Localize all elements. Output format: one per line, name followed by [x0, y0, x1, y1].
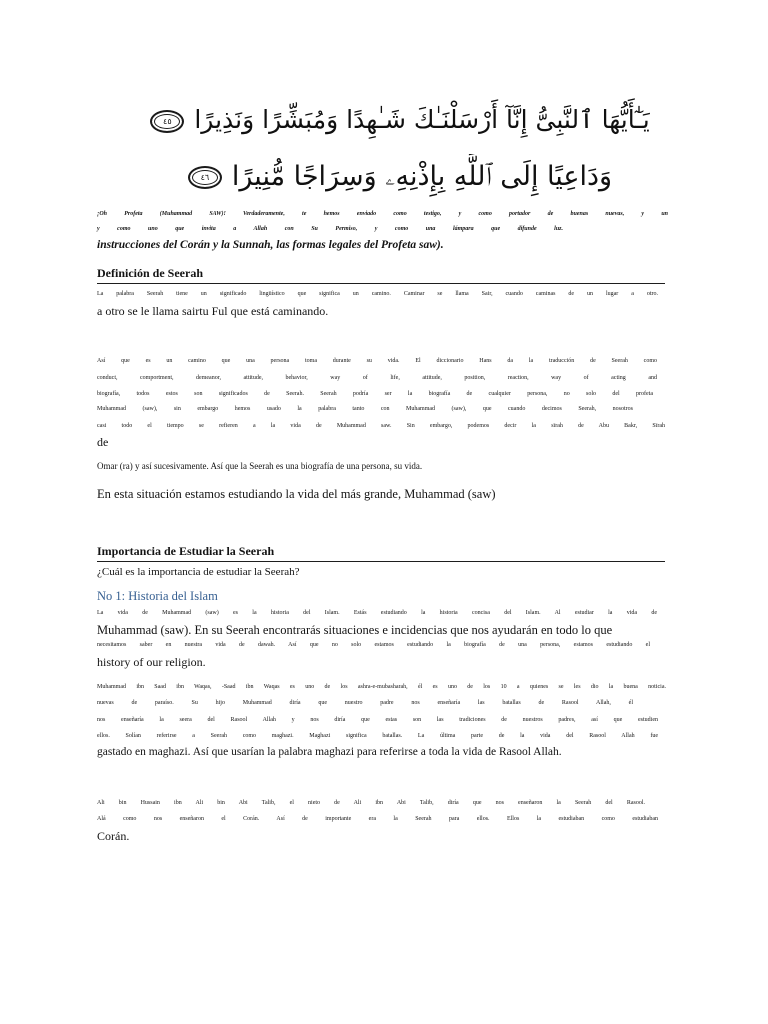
body-text-line: casi todo el tiempo se refieren a la vida de Muhammad saw. Sin embargo, podemos decir la sīrah de Abu Bakr, Sīrah	[97, 423, 665, 429]
body-text-line: necesitamos saber en nuestra vida de dawah. Así que no solo estamos estudiando la biografía de una persona, estamos estudiando el	[97, 642, 650, 648]
body-text-line: nos enseñaría la seera del Rasool Allah y nos diría que estas son las tradiciones de nuestros padres, así que estudien	[97, 717, 658, 723]
body-text-line: biografía, todos estos son significados de Seerah. Seerah podría ser la biografía de cualquier persona, no solo del profeta	[97, 391, 653, 397]
verse-translation-line: y como uno que invita a Allah con Su Permiso, y como una lámpara que difunde luz.	[97, 226, 563, 232]
verse-number-marker	[150, 110, 184, 133]
verse-arabic-text: يَـٰٓأَيُّهَا ٱلنَّبِىُّ إِنَّآ أَرْسَلْنَـٰكَ شَـٰهِدًا وَمُبَشِّرًا وَنَذِيرًا	[194, 105, 650, 134]
section-heading: Importancia de Estudiar la Seerah	[97, 544, 275, 558]
body-text-line: a otro se le llama sairtu Ful que está caminando.	[97, 304, 329, 318]
body-text-line: Muhammad (saw). En su Seerah encontrarás situaciones e incidencias que nos ayudarán en todo lo que	[97, 623, 613, 637]
body-text-line: Alá como nos enseñaron el Corán. Así de importante era la Seerah para ellos. Ellos la estudiaban como estudiaban	[97, 816, 658, 822]
verse-translation-line: instrucciones del Corán y la Sunnah, las formas legales del Profeta saw).	[97, 239, 444, 251]
body-text-line: En esta situación estamos estudiando la vida del más grande, Muhammad (saw)	[97, 487, 496, 501]
quran-verse-line	[150, 97, 650, 143]
body-text-line: Muhammad ibn Saad ibn Waqas, -Saad ibn Waqas es uno de los ashra-e-mubasharah, él es uno de los 10 a quienes se les dio la buena noticia.	[97, 684, 666, 690]
section-heading: Definición de Seerah	[97, 266, 203, 280]
body-text-line: Muhammad (saw), sin embargo hemos usado la palabra tanto con Muhammad (saw), que cuando decimos Seerah, nosotros	[97, 406, 633, 412]
body-text-line: conduct, comportment, demeanor, attitude, behavior, way of life, attitude, position, reaction, way of acting and	[97, 375, 657, 381]
verse-translation-line: ¡Oh Profeta (Muhammad SAW)! Verdaderamente, te hemos enviado como testigo, y como portador de buenas nuevas, y un	[97, 211, 668, 217]
body-text-line: nuevas de paraíso. Su hijo Muhammad diría que nuestro padre nos enseñaría las batallas de Rasool Allah, él	[97, 700, 633, 706]
body-text-line: Omar (ra) y así sucesivamente. Así que la Seerah es una biografía de una persona, su vida.	[97, 461, 423, 471]
body-text-line: gastado en maghazi. Así que usarían la palabra maghazi para referirse a toda la vida de Rasool Allah.	[97, 746, 562, 758]
quran-verse-line	[150, 154, 650, 200]
body-text-line: La palabra Seerah tiene un significado lingüístico que significa un camino. Caminar se llama Sair, cuando caminas de un lugar a otro.	[97, 291, 658, 297]
body-text-line: Ali bin Hussain ibn Ali bin Abi Talib, el nieto de Ali ibn Abi Talib, diría que nos enseñaron la Seerah del Rasool.	[97, 800, 645, 806]
section-question: ¿Cuál es la importancia de estudiar la Seerah?	[97, 566, 300, 578]
verse-number: ٤٦	[200, 173, 210, 182]
subsection-heading: No 1: Historia del Islam	[97, 589, 218, 603]
body-text-line: history of our religion.	[97, 655, 206, 669]
section-divider	[97, 283, 665, 284]
verse-arabic-text: وَدَاعِيًا إِلَى ٱللَّهِ بِإِذْنِهِۦ وَسِرَاجًا مُّنِيرًا	[231, 161, 613, 192]
verse-number-marker	[188, 166, 222, 189]
verse-number: ٤٥	[163, 116, 172, 126]
body-text-line: Así que es un camino que una persona toma durante su vida. El diccionario Hans da la traducción de Seerah como	[97, 358, 657, 364]
body-text-line: La vida de Muhammad (saw) es la historia del Islam. Estás estudiando la historia concisa del Islam. Al estudiar la vida de	[97, 610, 657, 616]
body-text-line: Corán.	[97, 829, 130, 843]
body-text-line: de	[97, 435, 109, 449]
section-divider	[97, 561, 665, 562]
body-text-line: ellos. Solían referirse a Seerah como maghazi. Maghazi significa batallas. La última parte de la vida del Rasool Allah fue	[97, 733, 658, 739]
